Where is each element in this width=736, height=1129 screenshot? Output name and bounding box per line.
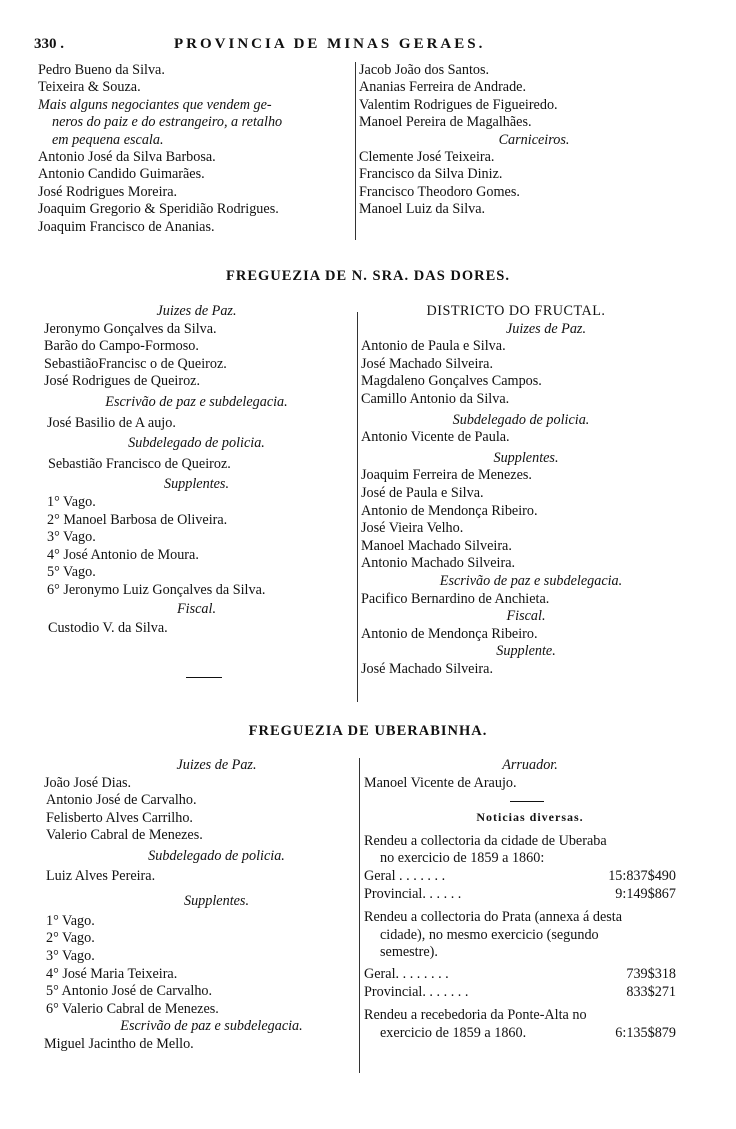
list-item: Miguel Jacintho de Mello. — [44, 1035, 194, 1052]
list-item: SebastiãoFrancisc o de Queiroz. — [44, 355, 227, 372]
list-item: 1° Vago. — [47, 493, 96, 510]
noticias-heading: Noticias diversas. — [476, 810, 584, 825]
list-item: João José Dias. — [44, 774, 132, 791]
subdelegado-heading: Subdelegado de policia. — [452, 411, 590, 428]
list-item: 1° Vago. — [46, 912, 95, 929]
list-item: Valentim Rodrigues de Figueiredo. — [359, 96, 558, 113]
list-item: Teixeira & Souza. — [38, 79, 141, 96]
list-item: 6° Valerio Cabral de Menezes. — [46, 1000, 219, 1017]
list-item: Joaquim Ferreira de Menezes. — [361, 467, 532, 484]
category-heading: Mais alguns negociantes que vendem ge- — [38, 96, 272, 113]
paragraph-line: semestre). — [380, 944, 438, 961]
section-title-uberabinha: FREGUEZIA DE UBERABINHA. — [248, 723, 488, 739]
list-item: 2° Manoel Barbosa de Oliveira. — [47, 511, 228, 528]
arruador-heading: Arruador. — [502, 757, 558, 773]
uberabinha-left-column — [44, 757, 349, 1054]
divider — [186, 677, 222, 678]
list-item: Camillo Antonio da Silva. — [361, 390, 510, 407]
list-item: José Rodrigues Moreira. — [38, 183, 178, 200]
column-rule — [357, 312, 358, 702]
column-rule — [359, 758, 360, 1073]
revenue-value: 739$318 — [626, 965, 676, 982]
paragraph-line: Rendeu a recebedoria da Ponte-Alta no — [364, 1007, 587, 1024]
list-item: Antonio José da Silva Barbosa. — [38, 149, 216, 166]
supplentes-heading: Supplentes. — [493, 449, 559, 466]
list-item: Manoel Machado Silveira. — [361, 537, 512, 554]
fiscal-heading: Fiscal. — [176, 600, 216, 617]
section-title-dores: FREGUEZIA DE N. SRA. DAS DORES. — [226, 268, 510, 284]
list-item: 4° José Maria Teixeira. — [46, 965, 178, 982]
subdelegado-heading: Subdelegado de policia. — [148, 847, 285, 864]
revenue-label: Geral. . . . . . . . — [364, 965, 449, 982]
list-item: Antonio José de Carvalho. — [46, 792, 197, 809]
list-item: José Machado Silveira. — [361, 355, 493, 372]
list-item: 5° Vago. — [47, 564, 96, 581]
list-item: Jeronymo Gonçalves da Silva. — [44, 320, 217, 337]
revenue-row — [364, 886, 676, 904]
list-item: 2° Vago. — [46, 930, 95, 947]
paragraph-line: Rendeu a collectoria da cidade de Uberaba — [364, 832, 607, 849]
list-item: Antonio Candido Guimarães. — [38, 166, 205, 183]
revenue-label: Provincial. . . . . . . — [364, 983, 469, 1000]
list-item: José de Paula e Silva. — [361, 484, 484, 501]
list-item: Francisco da Silva Diniz. — [359, 166, 503, 183]
category-heading: Carniceiros. — [498, 131, 570, 148]
list-item: Antonio Machado Silveira. — [361, 555, 516, 572]
list-item: 6° Jeronymo Luiz Gonçalves da Silva. — [47, 581, 266, 598]
page-title: PROVINCIA DE MINAS GERAES. — [174, 36, 486, 52]
list-item: Barão do Campo-Formoso. — [44, 338, 199, 355]
list-item: Pedro Bueno da Silva. — [38, 62, 165, 78]
category-heading: em pequena escala. — [52, 131, 164, 148]
list-item: 4° José Antonio de Moura. — [47, 546, 199, 563]
escrivao-heading: Escrivão de paz e subdelegacia. — [105, 393, 288, 410]
list-item: Ananias Ferreira de Andrade. — [359, 79, 527, 96]
juizes-heading: Juizes de Paz. — [176, 757, 257, 773]
list-item: Antonio de Mendonça Ribeiro. — [361, 625, 538, 642]
list-item: José Vieira Velho. — [361, 520, 464, 537]
top-left-column — [38, 62, 350, 236]
category-heading: neros do paiz e do estrangeiro, a retalho — [52, 114, 283, 131]
list-item: 3° Vago. — [47, 529, 96, 546]
dores-left-column — [44, 303, 349, 638]
list-item: Valerio Cabral de Menezes. — [46, 827, 203, 844]
escrivao-heading: Escrivão de paz e subdelegacia. — [120, 1018, 303, 1035]
column-rule — [355, 62, 356, 240]
list-item: Pacifico Bernardino de Anchieta. — [361, 590, 550, 607]
revenue-row — [364, 1025, 676, 1043]
list-item: Manoel Vicente de Araujo. — [364, 774, 517, 791]
paragraph-line: no exercicio de 1859 a 1860: — [380, 850, 545, 867]
list-item: José Rodrigues de Queiroz. — [44, 373, 201, 390]
list-item: Felisberto Alves Carrilho. — [46, 809, 193, 826]
list-item: Antonio de Paula e Silva. — [361, 338, 506, 355]
district-title: DISTRICTO DO FRUCTAL. — [426, 303, 606, 319]
list-item: Francisco Theodoro Gomes. — [359, 183, 520, 200]
list-item: 3° Vago. — [46, 947, 95, 964]
revenue-value: 6:135$879 — [615, 1024, 676, 1041]
list-item: José Basilio de A aujo. — [47, 414, 176, 431]
supplentes-heading: Supplentes. — [163, 476, 229, 493]
list-item: Manoel Luiz da Silva. — [359, 201, 486, 218]
list-item: Jacob João dos Santos. — [359, 62, 490, 78]
supplente-heading: Supplente. — [496, 643, 556, 660]
juizes-heading: Juizes de Paz. — [156, 303, 237, 319]
list-item: Joaquim Gregorio & Speridião Rodrigues. — [38, 201, 279, 218]
divider — [510, 801, 544, 802]
list-item: José Machado Silveira. — [361, 660, 493, 677]
uberabinha-right-column — [364, 757, 676, 1042]
page-number: 330 . — [34, 36, 64, 52]
revenue-label: Provincial. . . . . . — [364, 885, 462, 902]
revenue-value: 15:837$490 — [608, 867, 676, 884]
revenue-label: Geral . . . . . . . — [364, 867, 446, 884]
juizes-heading: Juizes de Paz. — [506, 320, 586, 337]
list-item: 5° Antonio José de Carvalho. — [46, 983, 213, 1000]
list-item: Joaquim Francisco de Ananias. — [38, 218, 215, 235]
subdelegado-heading: Subdelegado de policia. — [128, 435, 265, 452]
paragraph-line: Rendeu a collectoria do Prata (annexa á desta — [364, 909, 623, 926]
list-item: Magdaleno Gonçalves Campos. — [361, 373, 542, 390]
list-item: Luiz Alves Pereira. — [46, 867, 156, 884]
top-right-column — [359, 62, 709, 219]
list-item: Antonio de Mendonça Ribeiro. — [361, 502, 538, 519]
revenue-value: 833$271 — [626, 983, 676, 1000]
list-item: Manoel Pereira de Magalhães. — [359, 114, 532, 131]
list-item: Sebastião Francisco de Queiroz. — [48, 455, 231, 472]
dores-right-column — [361, 303, 671, 678]
list-item: Custodio V. da Silva. — [48, 620, 168, 637]
revenue-value: 9:149$867 — [615, 885, 676, 902]
supplentes-heading: Supplentes. — [183, 893, 249, 910]
escrivao-heading: Escrivão de paz e subdelegacia. — [439, 572, 623, 589]
list-item: Antonio Vicente de Paula. — [361, 429, 510, 446]
list-item: Clemente José Teixeira. — [359, 149, 495, 166]
paragraph-line: cidade), no mesmo exercicio (segundo — [380, 926, 599, 943]
revenue-row — [364, 868, 676, 886]
revenue-row — [364, 966, 676, 984]
revenue-row — [364, 984, 676, 1002]
paragraph-line: exercicio de 1859 a 1860. — [380, 1024, 527, 1041]
fiscal-heading: Fiscal. — [506, 608, 546, 625]
